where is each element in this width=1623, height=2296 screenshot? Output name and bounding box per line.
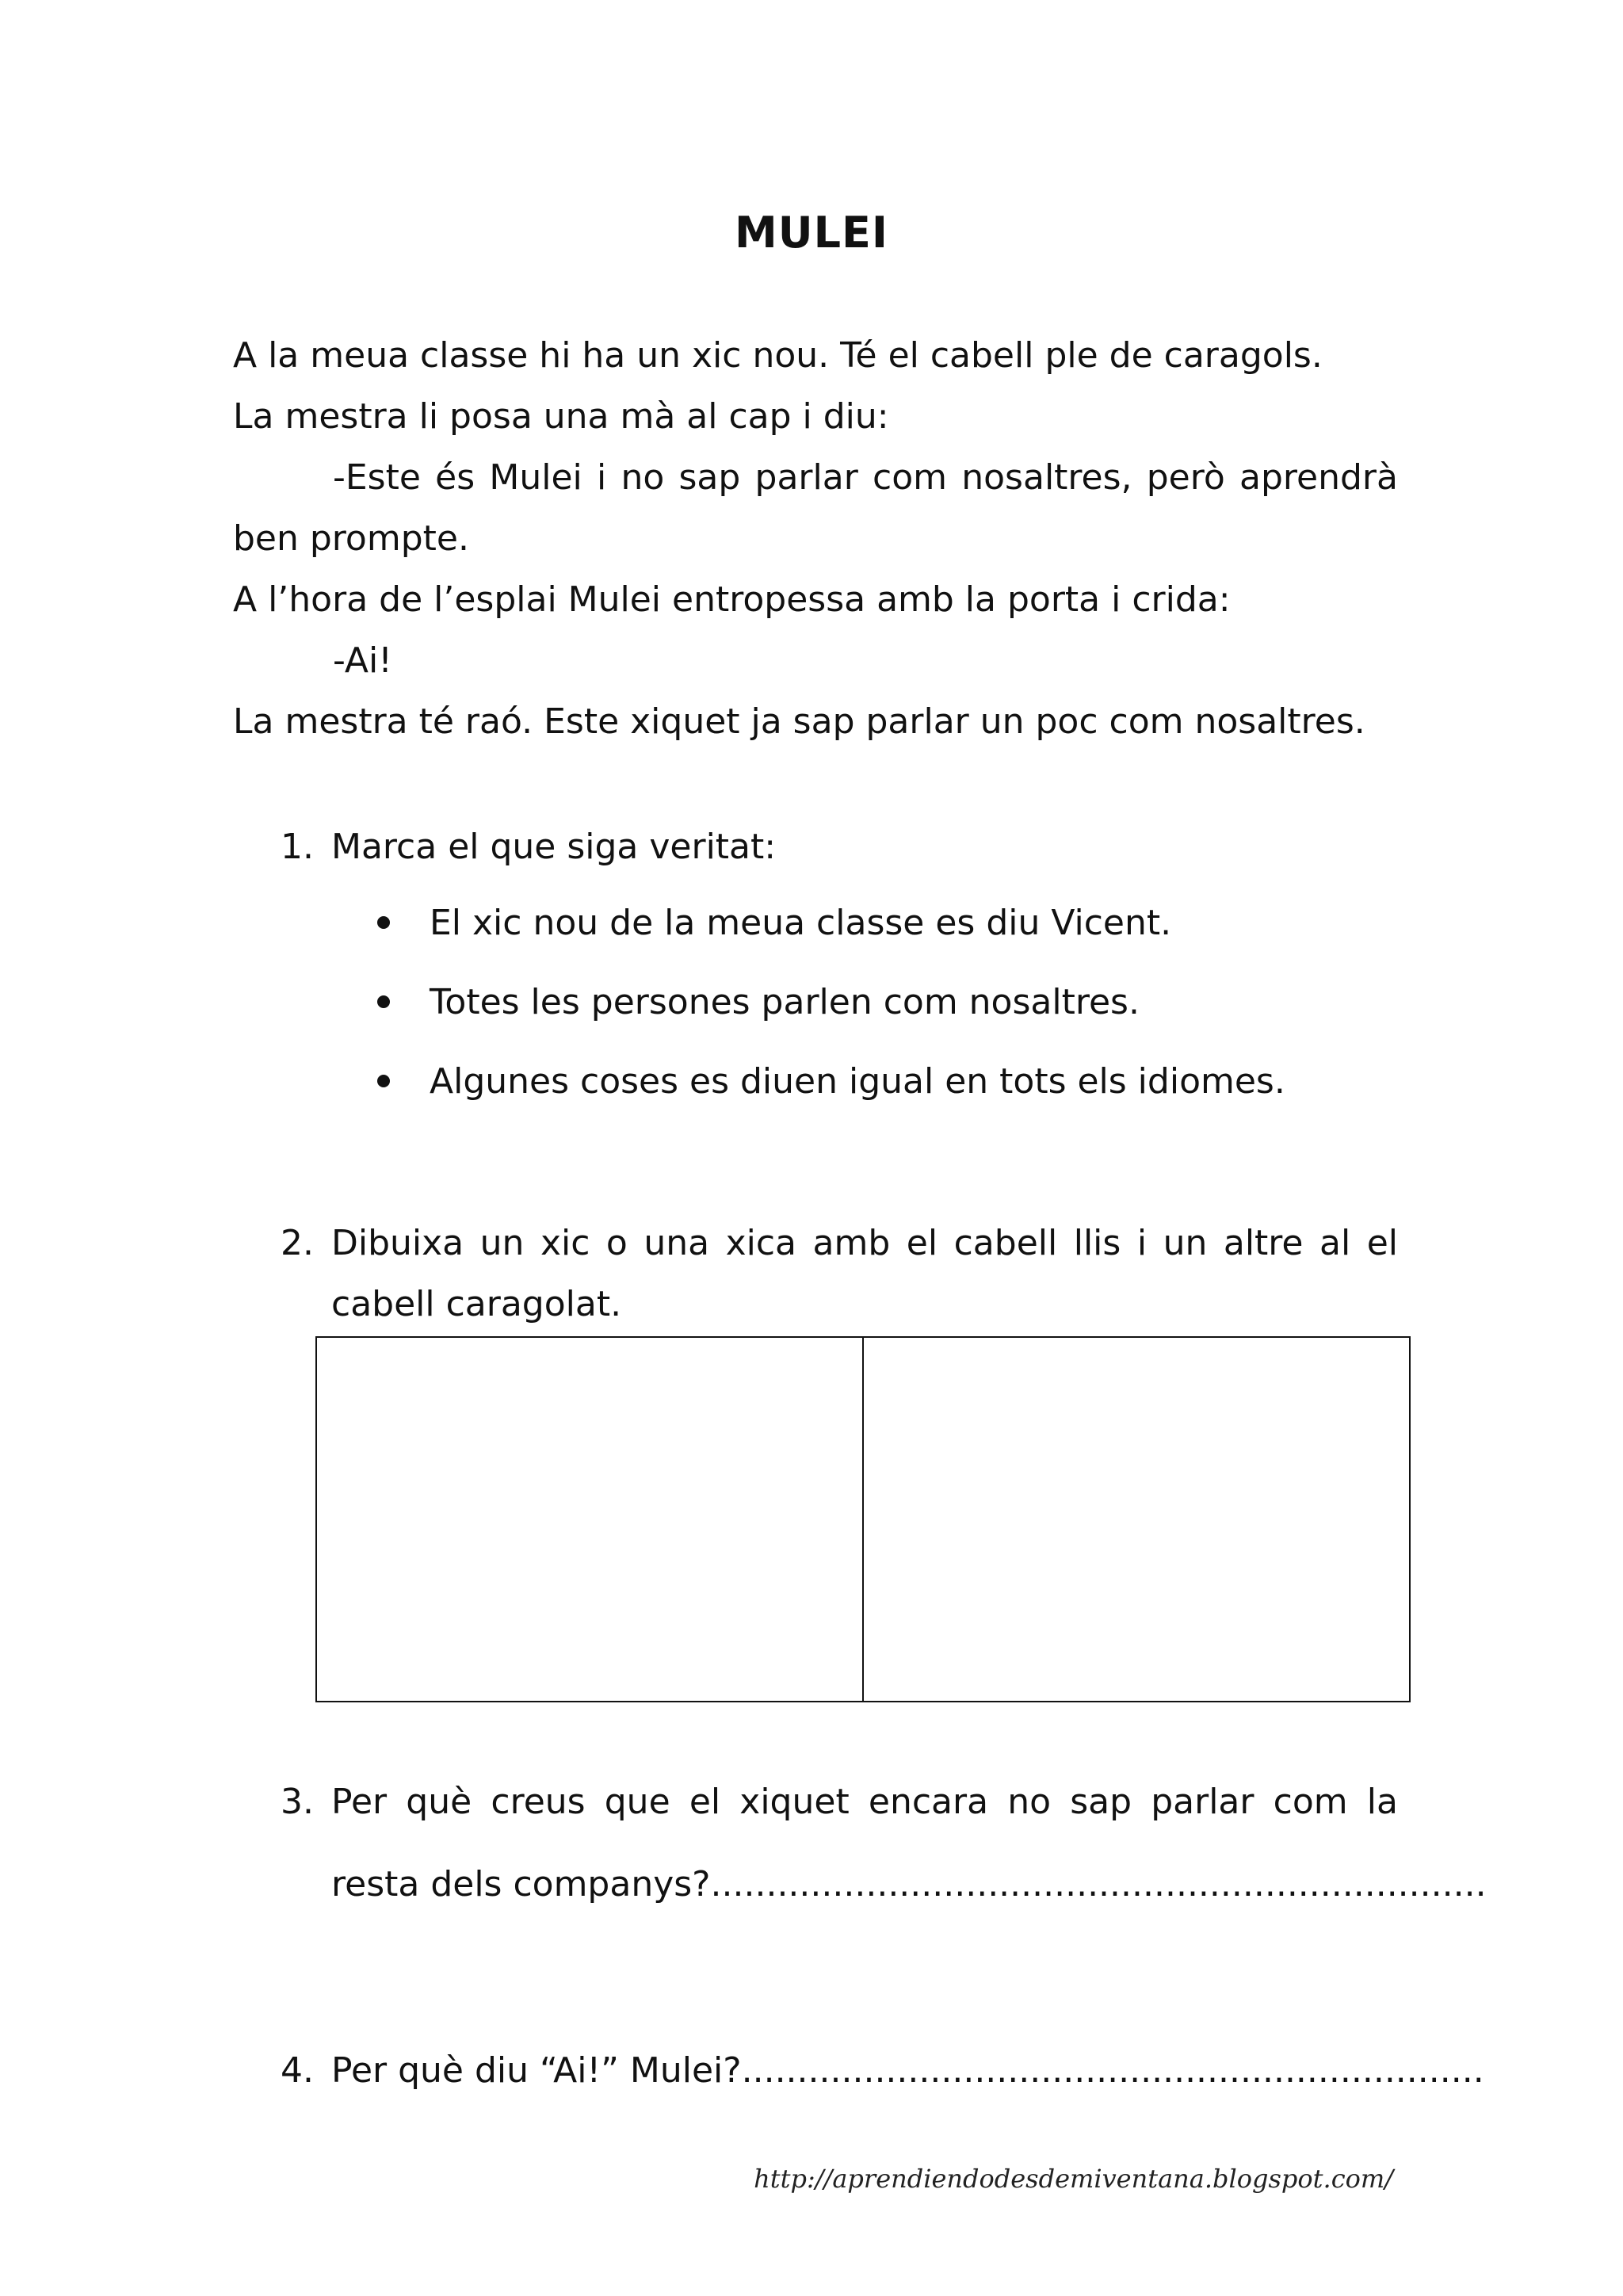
question-2 <box>281 1213 1398 1335</box>
story-line: -Este és Mulei i no sap parlar com nosaltres, però aprendrà <box>333 457 1398 498</box>
question-number: 1. <box>281 827 314 867</box>
question-number: 4. <box>281 2050 314 2091</box>
list-item[interactable] <box>377 892 1407 972</box>
question-text: Dibuixa un xic o una xica amb el cabell llis i un altre al el <box>331 1223 1398 1263</box>
drawing-cell-straight-hair[interactable] <box>317 1338 862 1701</box>
option-text: Totes les persones parlen com nosaltres. <box>430 982 1140 1022</box>
story-line: A l’hora de l’esplai Mulei entropessa amb la porta i crida: <box>233 579 1231 620</box>
question-4 <box>281 2040 1484 2101</box>
option-text: Algunes coses es diuen igual en tots els idiomes. <box>430 1061 1285 1102</box>
story-line: La mestra li posa una mà al cap i diu: <box>233 396 889 437</box>
question-number: 2. <box>281 1223 314 1263</box>
bullet-icon <box>377 995 390 1008</box>
answer-line[interactable]: ...................................................................... <box>710 1864 1487 1904</box>
bullet-icon <box>377 916 390 929</box>
story-line: La mestra té raó. Este xiquet ja sap parlar un poc com nosaltres. <box>233 701 1365 742</box>
question-number: 3. <box>281 1782 314 1822</box>
question-text: Per què creus que el xiquet encara no sap parlar com la <box>331 1782 1398 1822</box>
drawing-cell-curly-hair[interactable] <box>862 1338 1409 1701</box>
story-line: -Ai! <box>333 640 392 681</box>
answer-line[interactable]: ................................................................... <box>741 2050 1484 2091</box>
list-item[interactable] <box>377 972 1407 1051</box>
page-title: MULEI <box>735 208 888 258</box>
story-text <box>233 325 1398 752</box>
bullet-icon <box>377 1075 390 1087</box>
question-1 <box>281 816 1398 877</box>
story-line: ben prompte. <box>233 518 469 559</box>
option-text: El xic nou de la meua classe es diu Vicent. <box>430 903 1172 943</box>
question-3 <box>281 1761 1487 1926</box>
drawing-box <box>315 1336 1411 1702</box>
question-text: cabell caragolat. <box>331 1284 622 1324</box>
footer-url: http://aprendiendodesdemiventana.blogspot.com/ <box>754 2164 1393 2194</box>
question-1-options <box>377 892 1407 1130</box>
question-text: Marca el que siga veritat: <box>331 827 777 867</box>
list-item[interactable] <box>377 1051 1407 1130</box>
question-text: Per què diu “Ai!” Mulei? <box>331 2050 742 2091</box>
question-text: resta dels companys? <box>331 1864 711 1904</box>
story-line: A la meua classe hi ha un xic nou. Té el cabell ple de caragols. <box>233 335 1323 376</box>
